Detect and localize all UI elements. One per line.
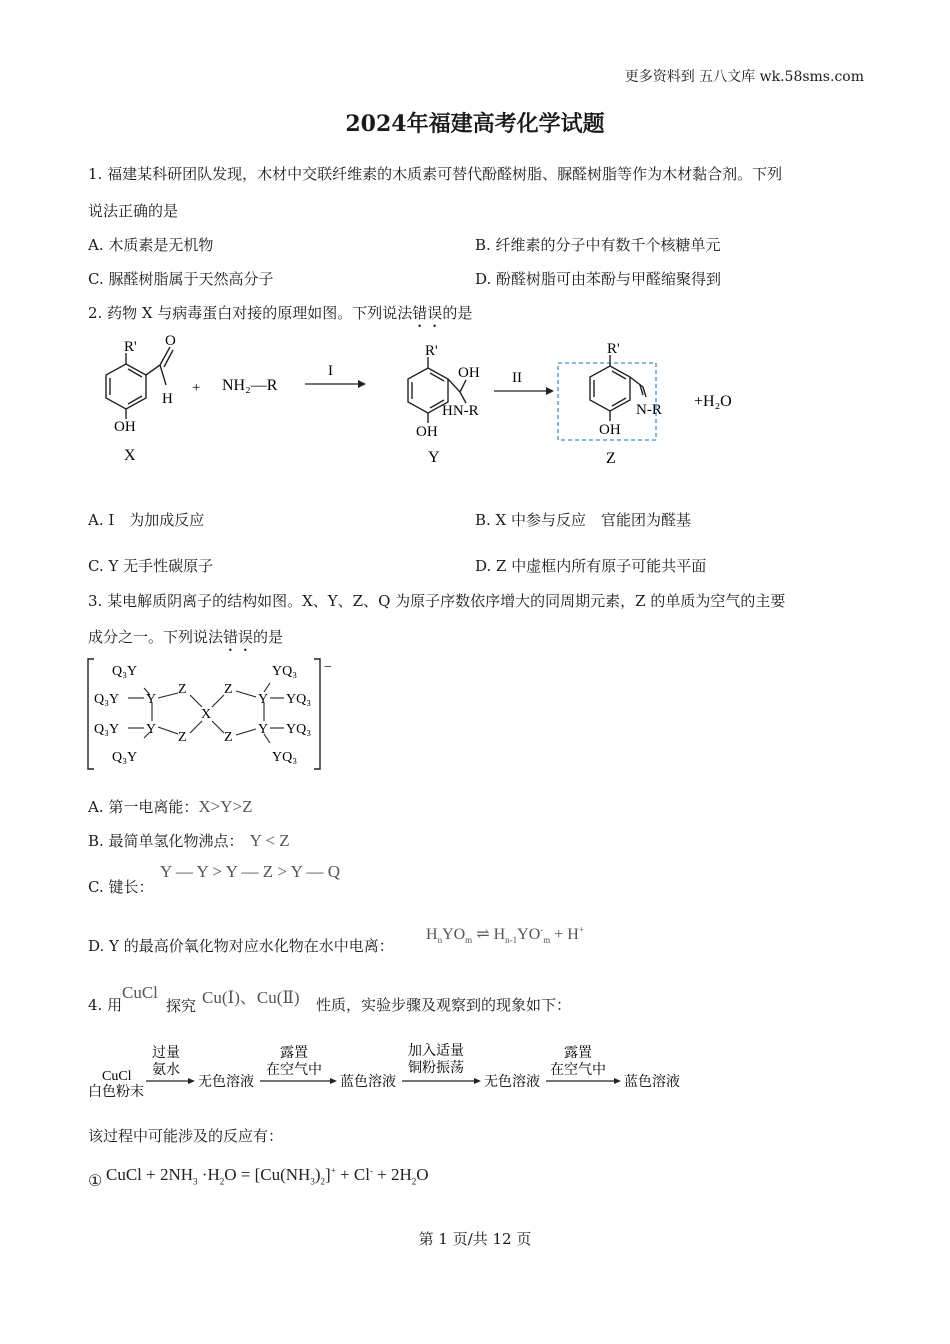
x-r-prime: R' — [124, 339, 137, 355]
q4-stem-post: 性质，实验步骤及观察到的现象如下： — [316, 996, 572, 1014]
q1-option-b: B. 纤维素的分子中有数千个核糖单元 — [475, 236, 721, 254]
q3-stem-line1: 3. 某电解质阴离子的结构如图。X、Y、Z、Q 为原子序数依序增大的同周期元素，Z 的单质为空气的主要 — [88, 592, 786, 610]
q3-stem-emphasis: 错误 — [223, 628, 254, 646]
q2-stem-pre: 2. 药物 X 与病毒蛋白对接的原理如图。下列说法 — [88, 304, 413, 322]
yq3-mid-right-1: YQ₃ — [286, 692, 312, 707]
q2-option-a: A. Ⅰ 为加成反应 — [88, 511, 205, 529]
flow-state3: 无色溶液 — [484, 1075, 540, 1090]
q3-option-a-formula: X>Y>Z — [198, 797, 253, 816]
y-hn-r: HN-R — [442, 403, 479, 419]
flow-arrow2-bottom: 在空气中 — [266, 1063, 322, 1078]
z-oh: OH — [599, 422, 621, 438]
flow-state1: 无色溶液 — [198, 1075, 254, 1090]
q3-option-b-formula: Y < Z — [249, 831, 290, 850]
q3-option-b-label: B. 最简单氢化物沸点： — [88, 832, 244, 850]
q3-option-d-equation: $H_nYO_m$ ⇌ $H_{n-1}YO^-_m + H^+$ — [426, 924, 584, 946]
flow-arrow3-bottom: 铜粉振荡 — [408, 1061, 464, 1076]
step-1-label: I — [328, 363, 333, 379]
q4-reaction1-equation: CuCl + $2NH_3 \cdot H_2O = [Cu(NH_3)_2]^+ + Cl^- + 2H_2O$ — [106, 1165, 429, 1187]
z-right-upper: Z — [224, 682, 233, 697]
x-o-label: O — [165, 335, 176, 349]
z-left-upper: Z — [178, 682, 187, 697]
flow-start-bottom: 白色粉末 — [88, 1085, 144, 1100]
yq3-top-right: YQ₃ — [272, 664, 298, 679]
q3-option-d-label: D. Y 的最高价氧化物对应水化物在水中电离： — [88, 937, 394, 955]
arrow-step-1-head — [358, 380, 366, 388]
z-r-prime: R' — [607, 341, 620, 357]
q3y-top-left: Q₃Y — [112, 664, 138, 679]
q3-stem-line2-pre: 成分之一。下列说法 — [88, 628, 224, 646]
q4-reaction1-number: ① — [88, 1171, 103, 1190]
y-oh-upper: OH — [458, 365, 480, 381]
q4-stem-mid: 探究 — [166, 997, 197, 1015]
y-right-upper: Y — [258, 692, 269, 707]
yq3-bottom-right: YQ₃ — [272, 750, 298, 765]
q1-stem-line2: 说法正确的是 — [88, 202, 179, 220]
q2-option-d: D. Z 中虚框内所有原子可能共平面 — [475, 557, 707, 575]
page-title: 2024年福建高考化学试题 — [345, 111, 605, 137]
q4-stem-cucl: CuCl — [122, 983, 158, 1002]
molecule-x — [106, 347, 173, 419]
flow-arrow1-top: 过量 — [152, 1046, 180, 1061]
x-oh-label: OH — [114, 419, 136, 435]
water-product: +H₂O — [694, 393, 732, 410]
arrow-step-2-head — [546, 387, 554, 395]
q3-option-c-formula: Y — Y > Y — Z > Y — Q — [160, 862, 341, 881]
q2-stem-emphasis: 错误 — [412, 304, 443, 322]
q1-option-a: A. 木质素是无机物 — [88, 236, 214, 254]
q2-stem-post: 的是 — [442, 304, 473, 322]
z-n-r: N-R — [636, 402, 662, 418]
q4-stem-cu-species: Cu(Ⅰ)、Cu(Ⅱ) — [202, 988, 300, 1007]
flow-arrow4-bottom: 在空气中 — [550, 1063, 606, 1078]
q3-option-a — [88, 797, 253, 817]
q1-option-d: D. 酚醛树脂可由苯酚与甲醛缩聚得到 — [475, 270, 722, 288]
q4-process-text: 该过程中可能涉及的反应有： — [88, 1127, 284, 1145]
y-oh-lower: OH — [416, 424, 438, 440]
flow-arrow1-bottom: 氨水 — [152, 1063, 180, 1078]
q3-stem-line2 — [88, 627, 283, 655]
y-left-upper: Y — [146, 692, 157, 707]
q2-option-c: C. Y 无手性碳原子 — [88, 557, 214, 575]
page-footer: 第 1 页/共 12 页 — [418, 1230, 532, 1248]
label-y: Y — [428, 449, 440, 466]
center-x: X — [201, 707, 212, 722]
q4-stem-pre: 4. 用 — [88, 996, 123, 1014]
q2-stem — [88, 303, 472, 331]
flow-start-top: CuCl — [102, 1069, 132, 1084]
y-right-lower: Y — [258, 722, 269, 737]
anion-charge: − — [324, 660, 332, 675]
flow-state2: 蓝色溶液 — [340, 1075, 396, 1090]
q1-option-c: C. 脲醛树脂属于天然高分子 — [88, 270, 274, 288]
q2-option-b: B. X 中参与反应 官能团为醛基 — [475, 511, 692, 529]
label-x: X — [124, 447, 136, 464]
q1-stem-line1: 1. 福建某科研团队发现，木材中交联纤维素的木质素可替代酚醛树脂、脲醛树脂等作为木材黏合剂。下列 — [88, 165, 783, 183]
q3-option-a-label: A. 第一电离能： — [88, 798, 199, 816]
header-source-text: 更多资料到 五八文库 wk.58sms.com — [624, 69, 864, 85]
step-2-label: II — [512, 370, 522, 386]
z-right-lower: Z — [224, 730, 233, 745]
q3-anion-structure — [84, 655, 344, 775]
q3-stem-line2-post: 的是 — [253, 628, 284, 646]
z-left-lower: Z — [178, 730, 187, 745]
q3y-mid-left-2: Q₃Y — [94, 722, 120, 737]
plus-sign: + — [192, 380, 201, 396]
q3-option-b — [88, 831, 290, 851]
q3y-bottom-left: Q₃Y — [112, 750, 138, 765]
q3-option-c-label: C. 键长： — [88, 878, 154, 896]
y-left-lower: Y — [146, 722, 157, 737]
q2-reaction-scheme — [80, 335, 780, 470]
x-h-label: H — [162, 391, 173, 407]
q3y-mid-left-1: Q₃Y — [94, 692, 120, 707]
flow-arrow2-top: 露置 — [280, 1046, 308, 1061]
flow-state4: 蓝色溶液 — [624, 1075, 680, 1090]
label-z: Z — [606, 450, 616, 467]
flow-arrow4-top: 露置 — [564, 1046, 592, 1061]
yq3-mid-right-2: YQ₃ — [286, 722, 312, 737]
reagent-amine: NH₂—R — [222, 377, 278, 394]
q4-experiment-flow — [84, 1038, 704, 1104]
y-r-prime: R' — [425, 343, 438, 359]
flow-arrow3-top: 加入适量 — [408, 1044, 464, 1059]
